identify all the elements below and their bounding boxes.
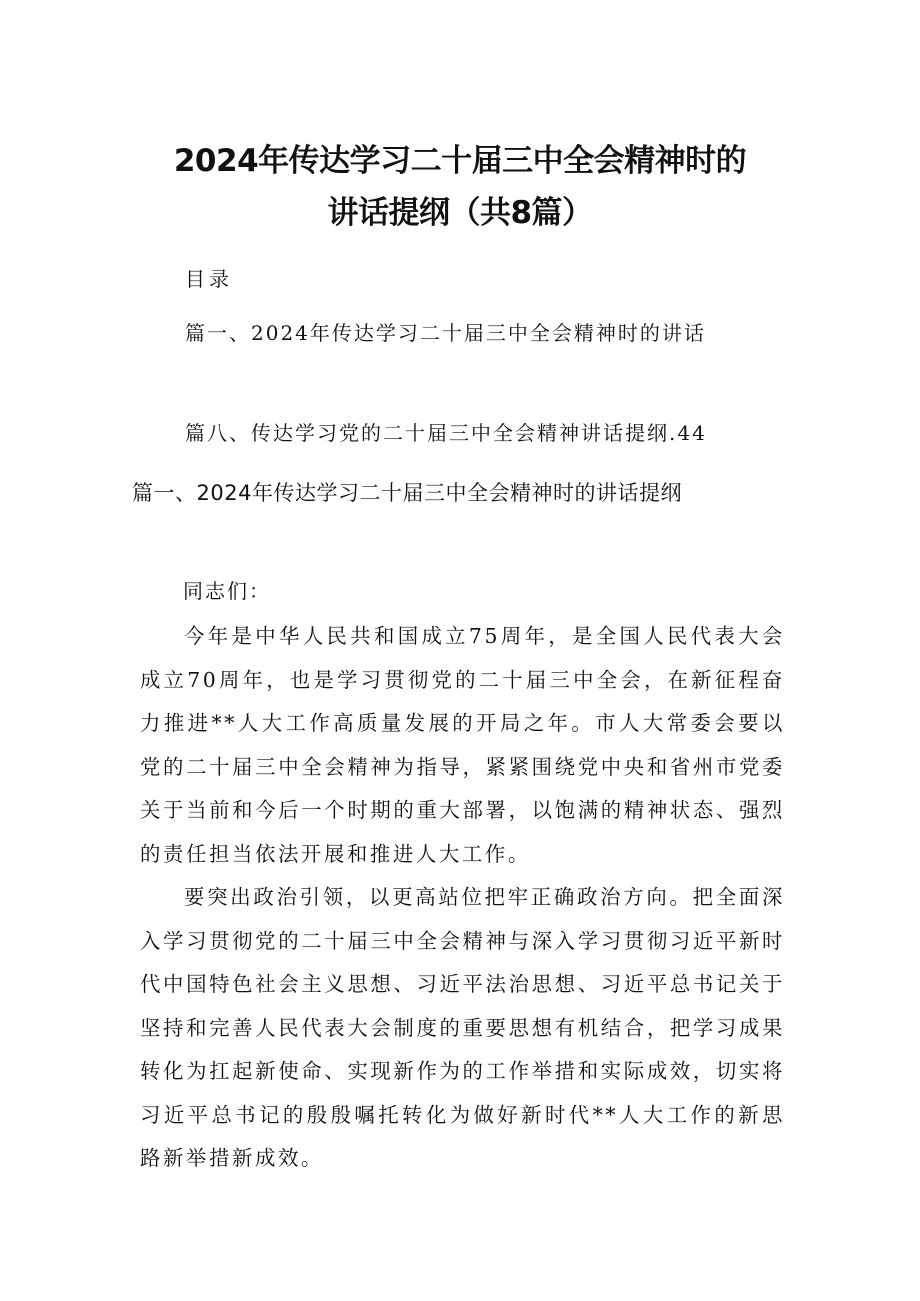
document-title-line-2: 讲话提纲（共8篇）	[327, 195, 593, 231]
toc-item-8[interactable]: 篇八、传达学习党的二十届三中全会精神讲话提纲.44	[185, 421, 707, 445]
body-paragraph-2: 要突出政治引领，以更高站位把牢正确政治方向。把全面深入学习贯彻党的二十届三中全会精神与深入学习贯彻习近平新时代中国特色社会主义思想、习近平法治思想、习近平总书记关于坚持和完善人民代表大会制度的重要思想有机结合，把学习成果转化为扛起新使命、实现新作为的工作举措和实际成效，切实将习近平总书记的殷殷嘱托转化为做好新时代**人大工作的新思路新举措新成效。	[140, 885, 785, 1170]
toc-label: 目录	[185, 267, 233, 291]
document-title-line-1: 2024年传达学习二十届三中全会精神时的	[173, 143, 747, 179]
body-paragraph-1: 今年是中华人民共和国成立75周年，是全国人民代表大会成立70周年，也是学习贯彻党的二十届三中全会，在新征程奋力推进**人大工作高质量发展的开局之年。市人大常委会要以党的二十届三中全会精神为指导，紧紧围绕党中央和省州市党委关于当前和今后一个时期的重大部署，以饱满的精神状态、强烈的责任担当依法开展和推进人大工作。	[140, 624, 785, 866]
toc-item-1[interactable]: 篇一、2024年传达学习二十届三中全会精神时的讲话	[185, 321, 706, 345]
section-heading: 篇一、2024年传达学习二十届三中全会精神时的讲话提纲	[132, 481, 682, 505]
salutation: 同志们：	[183, 579, 271, 603]
